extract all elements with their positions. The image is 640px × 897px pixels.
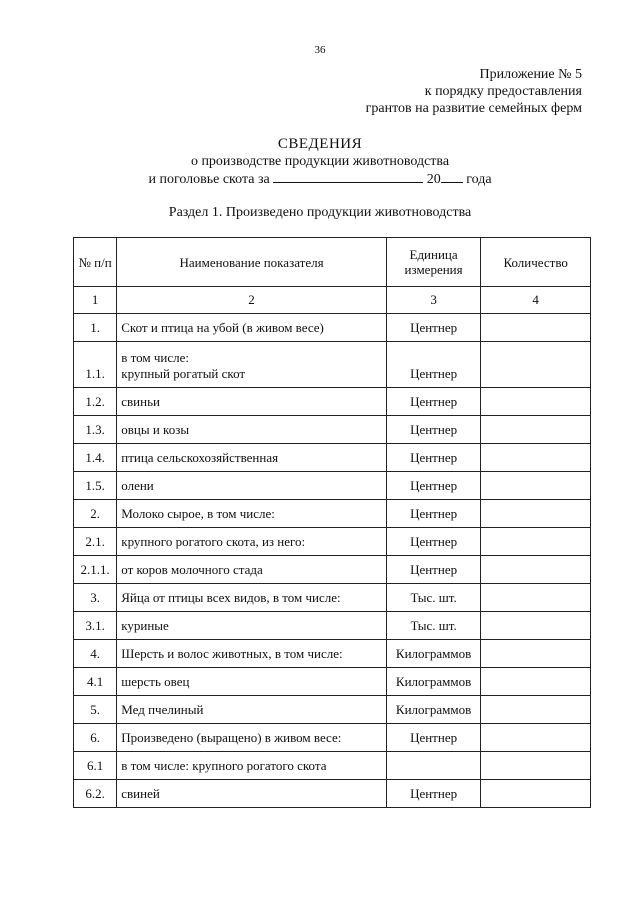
row-quantity-cell[interactable] <box>481 724 591 752</box>
row-unit: Центнер <box>386 528 481 556</box>
row-indicator-name <box>117 342 387 388</box>
row-quantity-cell[interactable] <box>481 780 591 808</box>
row-indicator-name: свиньи <box>117 388 387 416</box>
row-quantity-cell[interactable] <box>481 528 591 556</box>
row-number: 4.1 <box>74 668 117 696</box>
title-year-suffix: года <box>466 172 492 187</box>
row-quantity-cell[interactable] <box>481 388 591 416</box>
row-unit: Центнер <box>386 556 481 584</box>
row-quantity-cell[interactable] <box>481 640 591 668</box>
appendix-line-3: грантов на развитие семейных ферм <box>365 101 582 116</box>
row-number: 2.1.1. <box>74 556 117 584</box>
row-indicator-name: овцы и козы <box>117 416 387 444</box>
row-number: 1.2. <box>74 388 117 416</box>
row-quantity-cell[interactable] <box>481 668 591 696</box>
row-indicator-name: Мед пчелиный <box>117 696 387 724</box>
row-quantity-cell[interactable] <box>481 500 591 528</box>
title-year-prefix: 20 <box>426 172 441 187</box>
row-unit <box>386 752 481 780</box>
column-number: 1 <box>74 287 117 314</box>
row-indicator-name: Яйца от птицы всех видов, в том числе: <box>117 584 387 612</box>
header-name: Наименование показателя <box>117 238 387 287</box>
row-quantity-cell[interactable] <box>481 584 591 612</box>
row-indicator-name: олени <box>117 472 387 500</box>
row-number: 3. <box>74 584 117 612</box>
row-unit: Центнер <box>386 472 481 500</box>
row-unit: Центнер <box>386 388 481 416</box>
row-indicator-name: Произведено (выращено) в живом весе: <box>117 724 387 752</box>
row-number: 1.4. <box>74 444 117 472</box>
table-row <box>74 780 591 808</box>
row-unit: Тыс. шт. <box>386 612 481 640</box>
row-indicator-name: Скот и птица на убой (в живом весе) <box>117 314 387 342</box>
column-number: 2 <box>117 287 387 314</box>
row-indicator-name: птица сельскохозяйственная <box>117 444 387 472</box>
row-indicator-name: от коров молочного стада <box>117 556 387 584</box>
row-indicator-name: шерсть овец <box>117 668 387 696</box>
row-unit: Килограммов <box>386 668 481 696</box>
column-number: 4 <box>481 287 591 314</box>
row-indicator-name: Молоко сырое, в том числе: <box>117 500 387 528</box>
row-unit: Тыс. шт. <box>386 584 481 612</box>
row-quantity-cell[interactable] <box>481 314 591 342</box>
table-row <box>74 444 591 472</box>
row-number: 4. <box>74 640 117 668</box>
table-row <box>74 314 591 342</box>
title-period-prefix: и поголовье скота за <box>148 172 270 187</box>
row-number: 6. <box>74 724 117 752</box>
table-row <box>74 500 591 528</box>
column-number: 3 <box>386 287 481 314</box>
row-indicator-name: крупного рогатого скота, из него: <box>117 528 387 556</box>
table-row <box>74 668 591 696</box>
table-row <box>74 416 591 444</box>
document-title <box>0 136 640 188</box>
header-unit: Единица измерения <box>386 238 481 287</box>
header-num: № п/п <box>74 238 117 287</box>
appendix-line-2: к порядку предоставления <box>424 84 582 99</box>
row-number: 1. <box>74 314 117 342</box>
table-row <box>74 612 591 640</box>
row-unit: Центнер <box>386 416 481 444</box>
row-number: 2.1. <box>74 528 117 556</box>
title-line-2: о производстве продукции животноводства <box>190 154 450 169</box>
row-indicator-name: Шерсть и волос животных, в том числе: <box>117 640 387 668</box>
table-row <box>74 472 591 500</box>
row-unit: Центнер <box>386 780 481 808</box>
period-blank-field[interactable] <box>273 170 423 183</box>
row-unit: Килограммов <box>386 696 481 724</box>
row-indicator-name: куриные <box>117 612 387 640</box>
row-number: 1.1. <box>74 342 117 388</box>
row-number: 6.2. <box>74 780 117 808</box>
row-unit: Центнер <box>386 444 481 472</box>
table-row <box>74 528 591 556</box>
table-row <box>74 724 591 752</box>
row-quantity-cell[interactable] <box>481 472 591 500</box>
appendix-line-1: Приложение № 5 <box>479 67 582 82</box>
year-blank-field[interactable] <box>441 170 463 183</box>
column-number-row <box>74 287 591 314</box>
row-quantity-cell[interactable] <box>481 556 591 584</box>
row-indicator-name: свиней <box>117 780 387 808</box>
row-unit: Центнер <box>386 724 481 752</box>
title-line-3 <box>0 170 640 188</box>
row-indicator-prefix: в том числе: <box>121 350 190 365</box>
row-number: 6.1 <box>74 752 117 780</box>
row-indicator-name: в том числе: крупного рогатого скота <box>117 752 387 780</box>
table-row <box>74 752 591 780</box>
table-header-row <box>74 238 591 287</box>
table-row <box>74 556 591 584</box>
row-indicator-label: крупный рогатый скот <box>121 366 246 381</box>
page-number: 36 <box>314 44 326 56</box>
header-qty: Количество <box>481 238 591 287</box>
appendix-header <box>366 66 582 117</box>
row-number: 3.1. <box>74 612 117 640</box>
production-table <box>73 237 591 808</box>
row-quantity-cell[interactable] <box>481 342 591 388</box>
row-unit: Килограммов <box>386 640 481 668</box>
row-number: 2. <box>74 500 117 528</box>
row-unit: Центнер <box>386 314 481 342</box>
row-quantity-cell[interactable] <box>481 416 591 444</box>
row-quantity-cell[interactable] <box>481 696 591 724</box>
row-unit: Центнер <box>386 500 481 528</box>
table-row <box>74 342 591 388</box>
row-quantity-cell[interactable] <box>481 444 591 472</box>
row-unit: Центнер <box>386 342 481 388</box>
row-number: 5. <box>74 696 117 724</box>
section-title: Раздел 1. Произведено продукции животноводства <box>168 205 472 220</box>
table-row <box>74 388 591 416</box>
row-quantity-cell[interactable] <box>481 752 591 780</box>
title-line-1: СВЕДЕНИЯ <box>277 136 363 152</box>
table-row <box>74 640 591 668</box>
table-row <box>74 584 591 612</box>
row-quantity-cell[interactable] <box>481 612 591 640</box>
row-number: 1.5. <box>74 472 117 500</box>
table-row <box>74 696 591 724</box>
row-number: 1.3. <box>74 416 117 444</box>
